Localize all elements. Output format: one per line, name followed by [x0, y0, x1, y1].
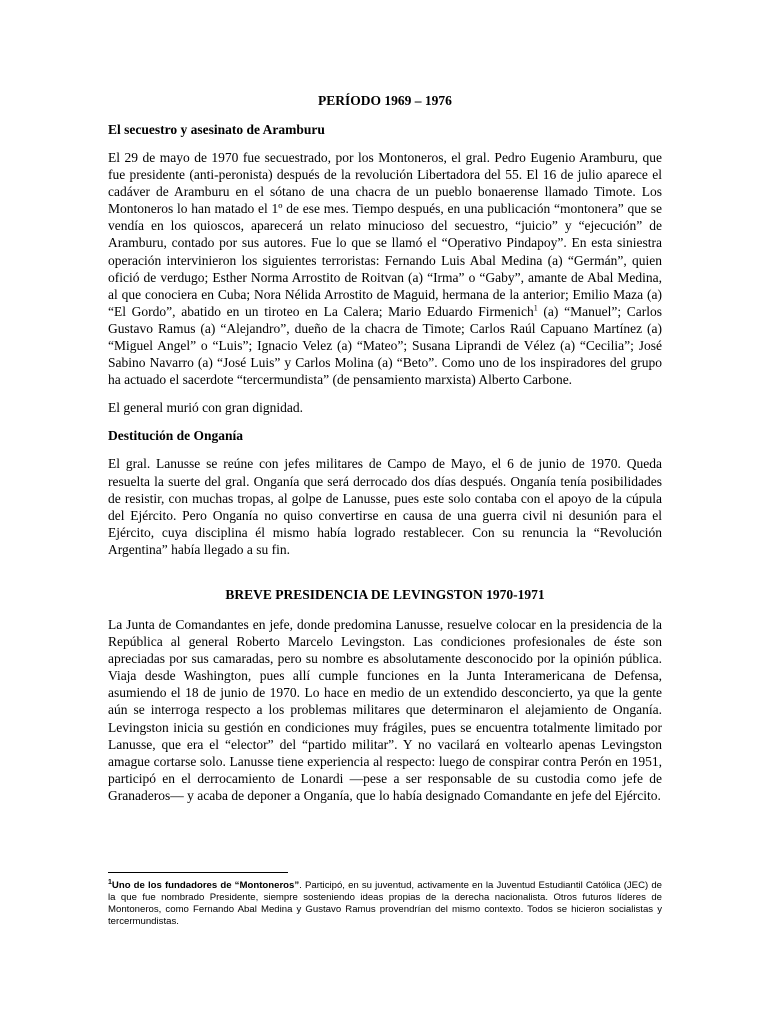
footnote-text: . Participó, en su juventud, activamente en la Juventud Estudiantil Católica (JEC) de la que fue nombrado Presidente, siempre sosteniendo ideas propias de la derecha nacionalista. Otros futuros líderes de Montoneros, como Fernando Abal Medina y Gustavo Ramus provendrían del mismo contexto. Todos se hicieron socialistas y tercermundistas. — [108, 880, 663, 927]
page-title: PERÍODO 1969 – 1976 — [318, 93, 452, 108]
footnote-mark: 1 — [108, 878, 112, 886]
paragraph-aramburu-2: El general murió con gran dignidad. — [108, 400, 303, 416]
paragraph-ongania-1: El gral. Lanusse se reúne con jefes militares de Campo de Mayo, el 6 de junio de 1970. Queda resuelta la suerte del gral. Onganía que será derrocado dos días después. Onganía tenía posibilidades de resistir, con muchas tropas, al golpe de Lanusse, pues este solo contaba con el apoyo de la cúpula del Ejército. Pero Onganía no quiso convertirse en causa de una guerra civil ni desunión para el Ejército, cuya disciplina él mismo había logrado restablecer. Con su renuncia la “Revolución Argentina” había llegado a su fin. — [108, 456, 662, 557]
paragraph-text: El 29 de mayo de 1970 fue secuestrado, por los Montoneros, el gral. Pedro Eugenio Aramburu, que fue presidente (anti-peronista) después de la revolución Libertadora del 55. El 16 de julio aparece el cadáver de Aramburu en el sótano de una chacra de un pueblo bonaerense llamado Timote. Los Montoneros lo han matado el 1º de ese mes. Tiempo después, en una publicación “montonera” que se vendía en los quioscos, aparecerá un relato minucioso del secuestro, “juicio” y “ejecución” de Aramburu, contado por sus autores. Fue lo que se llamó el “Operativo Pindapoy”. En esta siniestra operación intervinieron los siguientes terroristas: Fernando Luis Abal Medina (a) “Germán”, quien ofició de verdugo; Esther Norma Arrostito de Roitvan (a) “Irma” o “Gaby”, amante de Abal Medina, al que conociera en Cuba; Nora Nélida Arrostito de Maguid, hermana de la anterior; Emilio Maza (a) “El Gordo”, abatido en un tiroteo en La Calera; Mario Eduardo Firmenich — [108, 150, 662, 319]
section-heading-aramburu: El secuestro y asesinato de Aramburu — [108, 122, 325, 137]
footnote — [108, 880, 662, 928]
footnote-divider — [108, 872, 288, 873]
footnote-reference[interactable]: 1 — [533, 303, 538, 313]
paragraph-aramburu-1 — [108, 149, 662, 388]
section-title-levingston: BREVE PRESIDENCIA DE LEVINGSTON 1970-1971 — [225, 586, 545, 602]
document-page — [108, 88, 662, 815]
section-heading-ongania: Destitución de Onganía — [108, 428, 244, 444]
paragraph-levingston-1: La Junta de Comandantes en jefe, donde predomina Lanusse, resuelve colocar en la presidencia de la República al general Roberto Marcelo Levingston. Las condiciones profesionales de éste son apreciadas por sus camaradas, pero su nombre es absolutamente desconocido por la opinión pública. Viaja desde Washington, pues allí cumple funciones en la Junta Interamericana de Defensa, asumiendo el 18 de junio de 1970. Lo hace en medio de un extendido desconcierto, ya que la gente aún se interroga respecto a los problemas militares que determinaron el alejamiento de Onganía. Levingston inicia su gestión en condiciones muy frágiles, pues se encuentra totalmente limitado por Lanusse, que era el “elector” del “partido militar”. Y no vacilará en voltearlo apenas Levingston amague cortarse solo. Lanusse tiene experiencia al respecto: luego de conspirar contra Perón en 1951, participó en el derrocamiento de Lonardi —pese a ser responsable de su custodia como jefe de Granaderos— y acaba de deponer a Onganía, que lo había designado Comandante en jefe del Ejército. — [108, 616, 662, 803]
footnote-lead: Uno de los fundadores de “Montoneros” — [111, 880, 300, 891]
paragraph-text: (a) “Manuel”; Carlos Gustavo Ramus (a) “Alejandro”, dueño de la chacra de Timote; Carlos Raúl Capuano Martínez (a) “Miguel Angel” o “Luis”; Ignacio Velez (a) “Mateo”; Susana Liprandi de Vélez (a) “Cecilia”; José Sabino Navarro (a) “José Luis” y Carlos Molina (a) “Beto”. Como uno de los inspiradores del grupo ha actuado el sacerdote “tercermundista” (de pensamiento marxista) Alberto Carbone. — [108, 303, 662, 388]
